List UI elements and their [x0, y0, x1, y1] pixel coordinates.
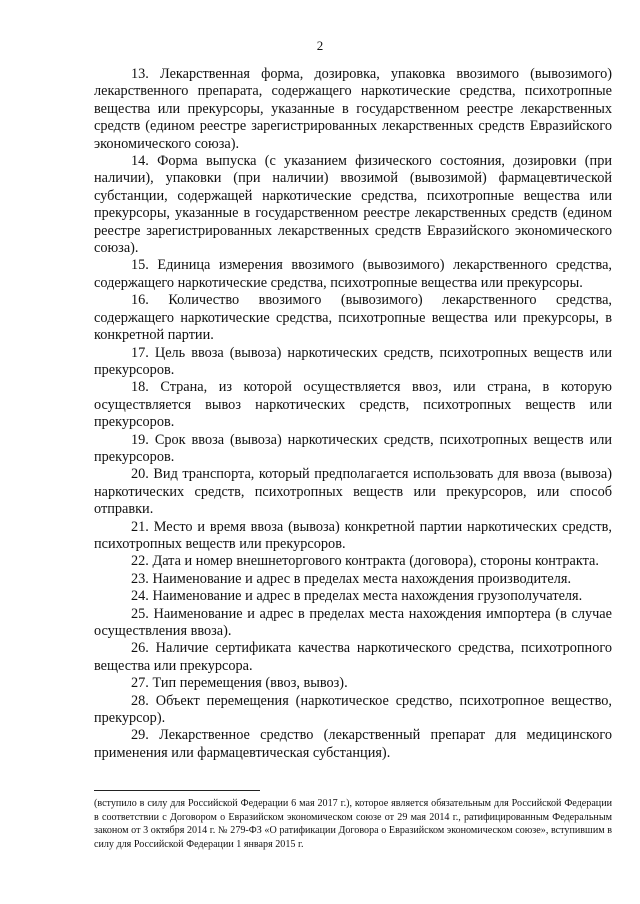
list-item-21: 21. Место и время ввоза (вывоза) конкретной партии наркотических средств, психотропных веществ или прекурсоров. [94, 518, 612, 552]
list-item-26: 26. Наличие сертификата качества наркотического средства, психотропного вещества или прекурсора. [94, 640, 612, 674]
list-item-13: 13. Лекарственная форма, дозировка, упаковка ввозимого (вывозимого) лекарственного препарата, содержащего наркотические средства, психотропные вещества или прекурсоры, указанные в государственном реестре лекарственных средств (едином реестре зарегистрированных лекарственных средств Евразийского экономического союза). [94, 66, 612, 152]
footnote: (вступило в силу для Российской Федерации 6 мая 2017 г.), которое является обязательным для Российской Федерации в соответствии с Договором о Евразийском экономическом союзе от 29 мая 2014 г., ратифицированным Федеральным законом от 3 октября 2014 г. № 279-ФЗ «О ратификации Договора о Евразийском экономическом союзе», вступившим в силу для Российской Федерации 1 января 2015 г. [94, 798, 612, 850]
list-item-29: 29. Лекарственное средство (лекарственный препарат для медицинского применения или фармацевтическая субстанция). [94, 727, 612, 761]
list-item-27: 27. Тип перемещения (ввоз, вывоз). [131, 675, 348, 692]
page-number: 2 [316, 38, 324, 53]
list-item-24: 24. Наименование и адрес в пределах места нахождения грузополучателя. [131, 588, 583, 605]
list-item-16: 16. Количество ввозимого (вывозимого) лекарственного средства, содержащего наркотические средства, психотропные вещества или прекурсоры, в конкретной партии. [94, 292, 612, 344]
list-item-28: 28. Объект перемещения (наркотическое средство, психотропное вещество, прекурсор). [94, 692, 612, 727]
list-item-15: 15. Единица измерения ввозимого (вывозимого) лекарственного средства, содержащего наркотические средства, психотропные вещества или прекурсоры. [94, 257, 612, 291]
document-body [94, 66, 612, 762]
list-item-19: 19. Срок ввоза (вывоза) наркотических средств, психотропных веществ или прекурсоров. [94, 431, 612, 465]
list-item-22: 22. Дата и номер внешнеторгового контракта (договора), стороны контракта. [131, 553, 599, 570]
footnote-divider [94, 790, 260, 791]
list-item-14: 14. Форма выпуска (с указанием физического состояния, дозировки (при наличии), упаковки (при наличии) ввозимой (вывозимой) фармацевтической субстанции, содержащей наркотические средства, психотропные вещества или прекурсоры, указанные в государственном реестре лекарственных средств (едином реестре зарегистрированных лекарственных средств Евразийского экономического союза). [94, 153, 612, 257]
list-item-25: 25. Наименование и адрес в пределах места нахождения импортера (в случае осуществления ввоза). [94, 605, 612, 639]
list-item-20: 20. Вид транспорта, который предполагается использовать для ввоза (вывоза) наркотических средств, психотропных веществ или прекурсоров, или способ отправки. [94, 466, 612, 518]
list-item-18: 18. Страна, из которой осуществляется ввоз, или страна, в которую осуществляется вывоз наркотических средств, психотропных веществ или прекурсоров. [94, 379, 612, 431]
list-item-17: 17. Цель ввоза (вывоза) наркотических средств, психотропных веществ или прекурсоров. [94, 344, 612, 378]
list-item-23: 23. Наименование и адрес в пределах места нахождения производителя. [131, 570, 572, 587]
